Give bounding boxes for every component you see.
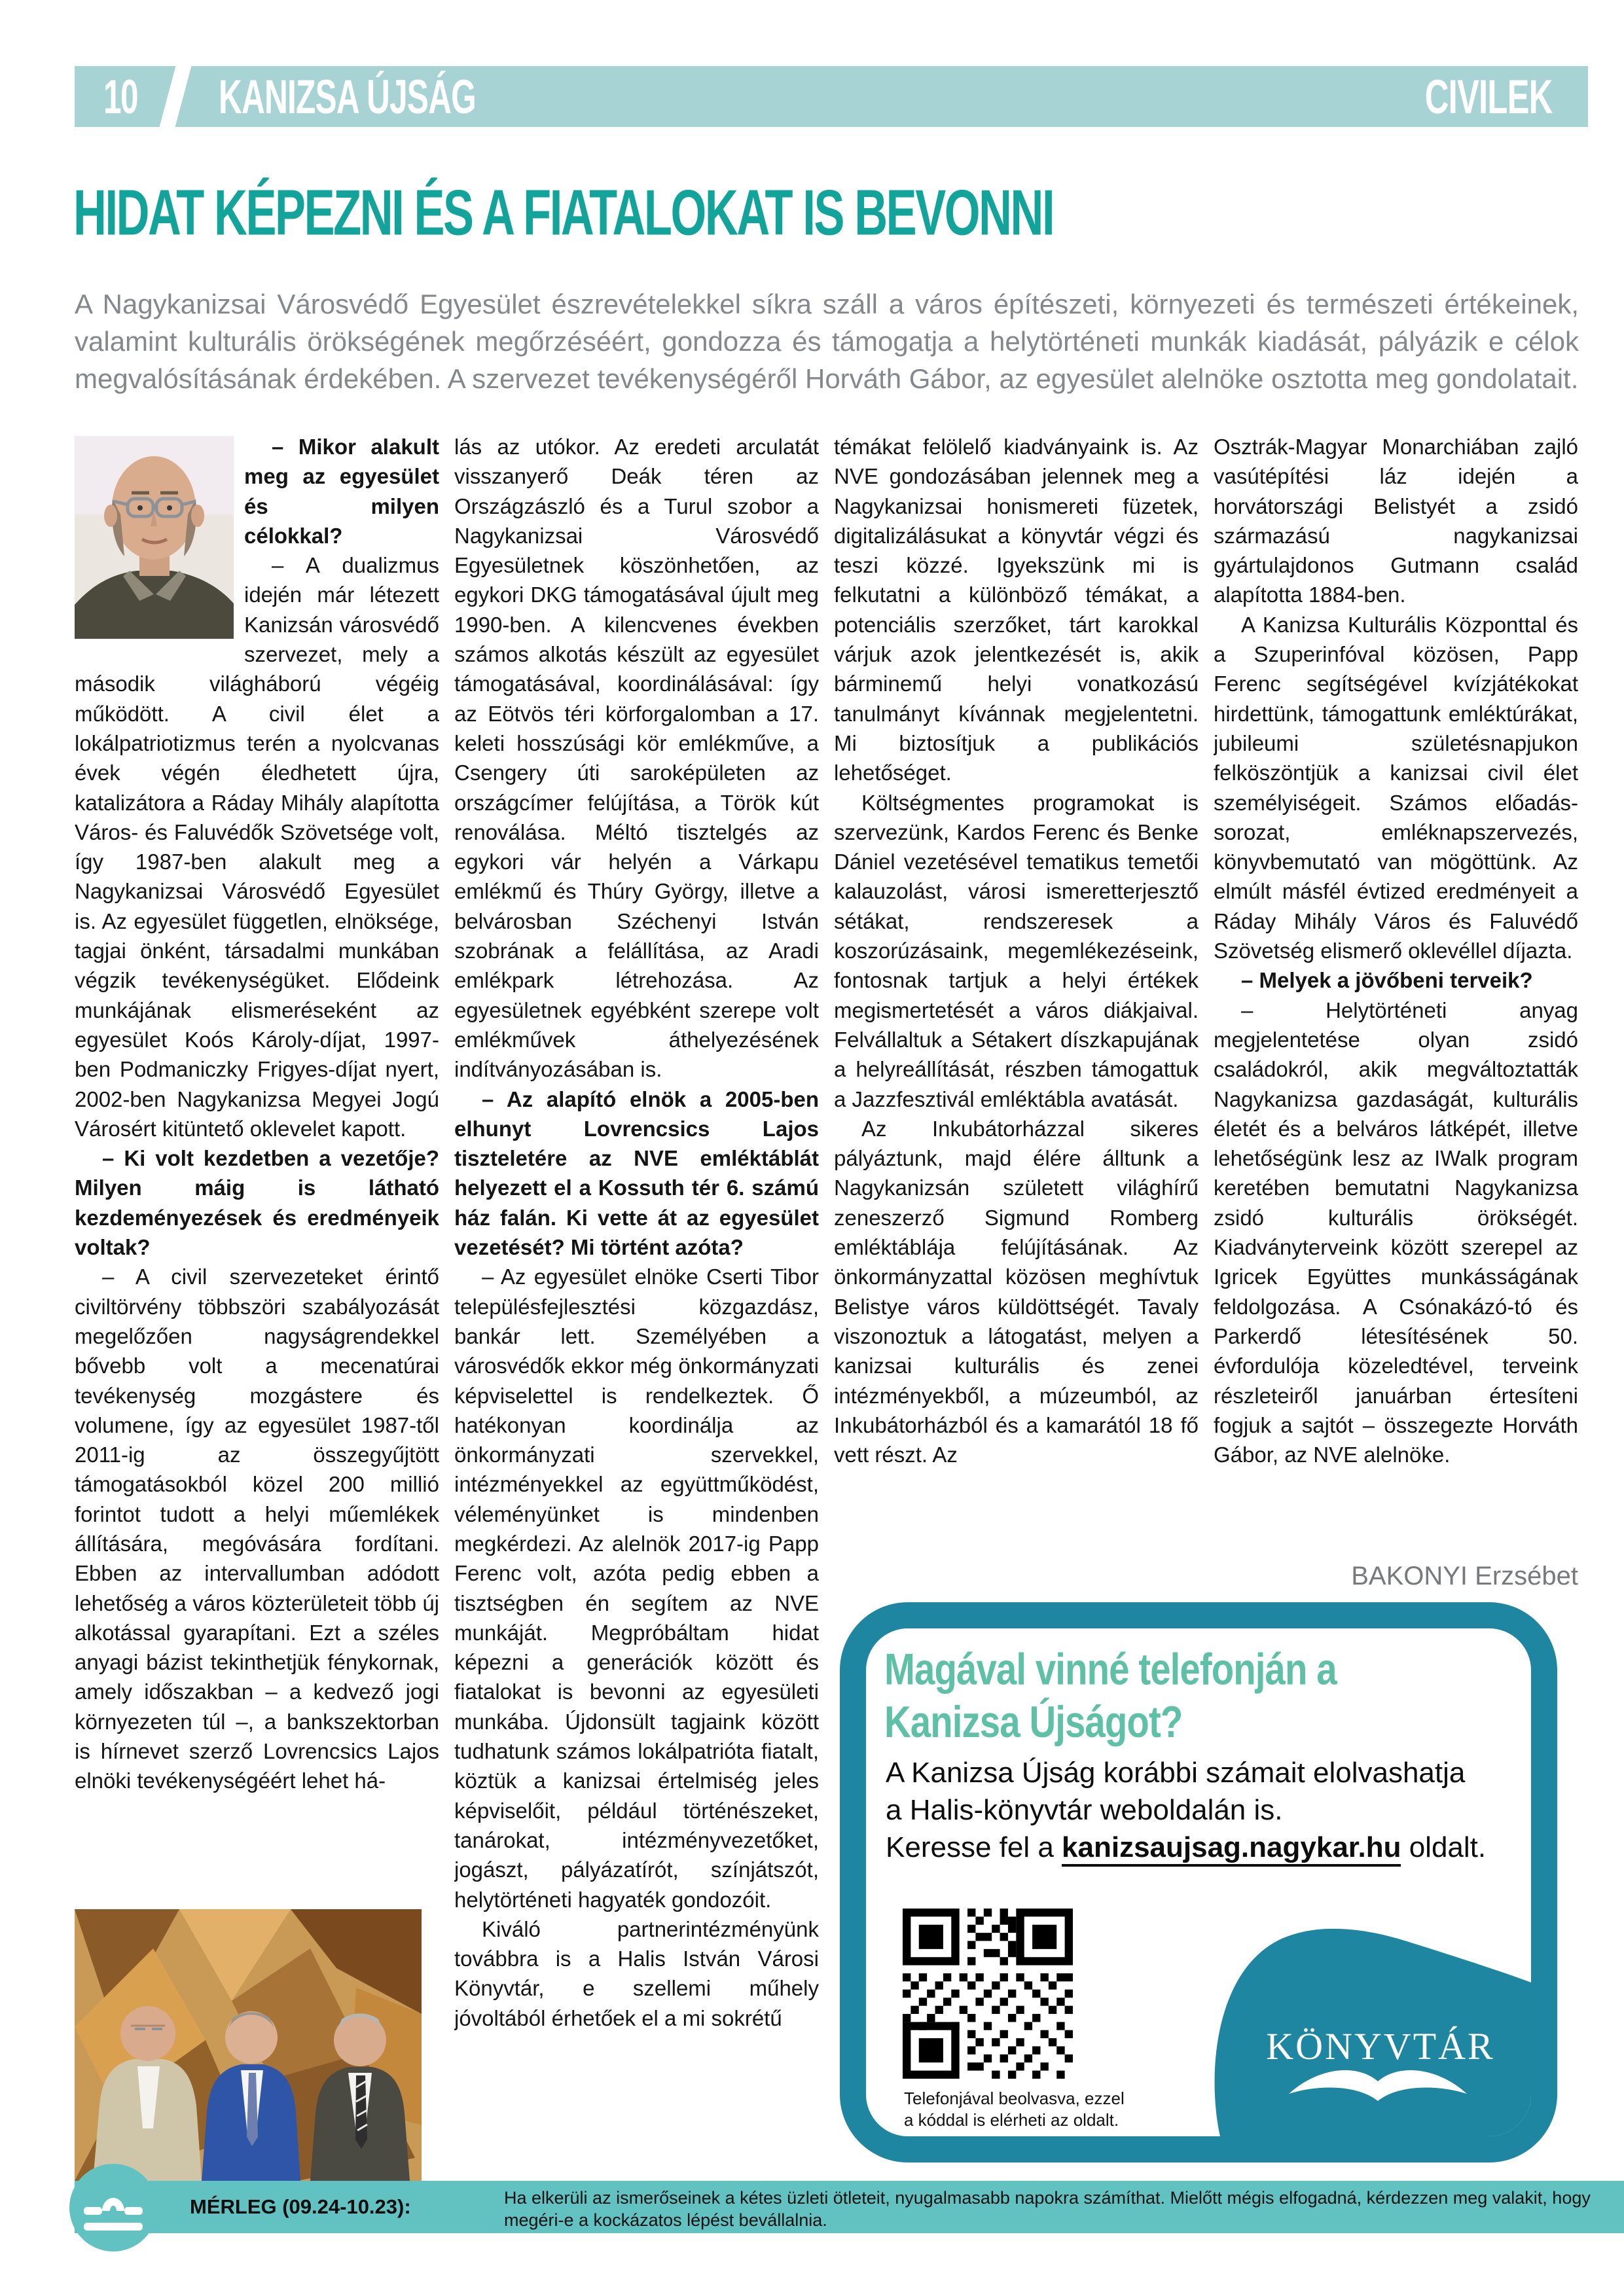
article-paragraph: A Kanizsa Kulturális Központtal és a Szuperinfóval közösen, Papp Ferenc segítségével kvízjátékokat hirdettünk, támogattunk emléktúrákat, jubileumi születésnapjukon felköszöntjük a kanizsai civil élet személyiségeit. Számos előadás-sorozat, emléknapszervezés, könyvbemutató van mögöttünk. Az elmúlt másfél évtized eredményeit a Ráday Mihály Város és Faluvédő Szövetség elismerő oklevéllel díjazta. xyxy=(1214,612,1578,963)
ad-title-line1: Magával vinné telefonján a xyxy=(884,1644,1337,1695)
article-headline: HIDAT KÉPEZNI ÉS A FIATALOKAT IS BEVONNI xyxy=(73,176,1054,249)
page-number: 10 xyxy=(103,71,137,124)
article-paragraph: Osztrák-Magyar Monarchiában zajló vasútépítési láz idején a horvátországi Belistyét a zsidó származású nagykanizsai gyártulajdonos Gutmann család alapította 1884-ben. xyxy=(1214,435,1578,607)
subscription-ad-inner xyxy=(866,1628,1531,2136)
article-paragraph: – Az egyesület elnöke Cserti Tibor településfejlesztési közgazdász, bankár lett. Személyében a városvédők ekkor még önkormányzati képviselettel is rendelkeztek. Ő hatékonyan koordinálja az önkormányzati szervekkel, intézményekkel az együttműködést, véleményünket is mindenben megkérdezi. Az alelnök 2017-ig Papp Ferenc volt, azóta pedig ebben a tisztségben én segítem az NVE munkáját. Megpróbáltam hidat képezni a generációk között és fiatalokat is bevonni az egyesületi munkába. Újdonsült tagjaink között tudhatunk számos lokálpatrióta fiatalt, köztük a kanizsai értelmiség jeles képviselőit, például történészeket, tanárokat, intézményvezetőket, jogászt, pályázatírót, színjátszót, helytörténeti hagyaték gondozóit. xyxy=(454,1265,819,1912)
ad-text-line2: a Halis-könyvtár weboldalán is. xyxy=(886,1794,1283,1826)
article-paragraph: – A civil szervezeteket érintő civiltörvény többszöri szabályozását megelőzően nagyságrendekkel bővebb volt a mecenatúrai tevékenység mozgástere és volumene, így az egyesület 1987-től 2011-ig az összegyűjtött támogatásokból közel 200 millió forintot tudott a helyi műemlékek állítására, megóvására fordítani. Ebben az intervallumban adódott lehetőség a város közterületeit több új alkotással gyarapítani. Ezt a széles anyagi bázist tekinthetjük fénykornak, amely időszakban – a kedvező jogi környezeten túl –, a bankszektorban is hírnevet szerző Lovrencsics Lajos elnöki tevékenységéért lehet há- xyxy=(75,1265,439,1793)
subscription-ad-box xyxy=(840,1602,1557,2162)
header-slash xyxy=(158,62,193,132)
ad-text-line3-suffix: oldalt. xyxy=(1401,1831,1487,1863)
article-paragraph: – A dualizmus idején már létezett Kanizsán városvédő szervezet, mely a második világháború végéig működött. A civil élet a lokálpatriotizmus terén a nyolcvanas évek végén éledhetett újra, katalizátora a Ráday Mihály alapította Város- és Faluvédők Szövetsége volt, így 1987-ben alakult meg a Nagykanizsai Városvédő Egyesület is. Az egyesület független, elnöksége, tagjai önként, társadalmi munkában végzik tevékenységüket. Elődeink munkájának elismeréseként az egyesület Koós Károly-díjat, 1997-ben Podmaniczky Frigyes-díjat nyert, 2002-ben Nagykanizsa Megyei Jogú Városért kitüntető oklevelet kapott. xyxy=(75,553,439,1141)
article-paragraph: lás az utókor. Az eredeti arculatát visszanyerő Deák téren az Országzászló és a Turul szobor a Nagykanizsai Városvédő Egyesületnek köszönhetően, az egykori DKG támogatásával újult meg 1990-ben. A kilencvenes években számos alkotás készült az egyesület támogatásával, koordinálásával: így az Eötvös téri körforgalomban a 17. keleti hosszúsági kör emlékműve, a Csengery úti saroképületen az országcímer felújítása, a Török kút renoválása. Méltó tisztelgés az egykori vár helyén a Várkapu emlékmű és Thúry György, illetve a belvárosban Széchenyi István szobrának a felállítása, az Aradi emlékpark létrehozása. Az egyesületnek egyébként szerepe volt emlékművek áthelyezésének indítványozásában is. xyxy=(454,435,819,1082)
ad-text-line1: A Kanizsa Újság korábbi számait elolvashatja xyxy=(886,1757,1466,1789)
qr-caption: Telefonjával beolvasva, ezzel a kóddal is elérheti az oldalt. xyxy=(904,2089,1125,2130)
article-paragraph: Az Inkubátorházzal sikeres pályáztunk, majd élére álltunk a Nagykanizsán született világhírű zeneszerző Sigmund Romberg emléktáblája felújításának. Az önkormányzattal közösen meghívtuk Belistye város küldöttségét. Tavaly viszonoztuk a látogatást, melyen a kanizsai kulturális és zenei intézményekből, a múzeumból, az Inkubátorházból és a kamarától 18 fő vett részt. Az xyxy=(834,1116,1199,1467)
interview-question: – Ki volt kezdetben a vezetője? Milyen máig is látható kezdeményezések és eredményeik voltak? xyxy=(75,1146,439,1260)
konyvtar-logo-text: KÖNYVTÁR xyxy=(1266,2025,1495,2068)
library-logo-swoosh xyxy=(1164,1894,1531,2136)
horoscope-bar xyxy=(75,2181,1624,2233)
article-column-1 xyxy=(75,432,439,1907)
portrait-photo-image xyxy=(75,436,234,639)
qr-code xyxy=(903,1909,1073,2079)
group-photo xyxy=(75,1909,422,2181)
ad-text-line3-prefix: Keresse fel a xyxy=(886,1831,1062,1863)
interview-question: – Mikor alakult meg az egyesület és milyen célokkal? xyxy=(244,435,439,548)
header-bar xyxy=(75,66,1588,127)
horoscope-sign-label: MÉRLEG (09.24-10.23): xyxy=(190,2195,411,2218)
article-column-4 xyxy=(1214,432,1578,1562)
ad-text-line3 xyxy=(886,1829,1486,1866)
qr-code-image xyxy=(903,1909,1073,2079)
horoscope-text-line2: megéri-e a kockázatos lépést bevállalnia. xyxy=(504,2210,827,2230)
ad-url-link[interactable]: kanizsaujsag.nagykar.hu xyxy=(1062,1831,1401,1867)
section-label: CIVILEK xyxy=(1425,71,1553,124)
article-byline: BAKONYI Erzsébet xyxy=(1351,1562,1578,1590)
ad-text xyxy=(886,1754,1486,1866)
portrait-photo xyxy=(75,436,234,639)
article-column-2 xyxy=(454,432,819,2160)
newspaper-title: KANIZSA ÚJSÁG xyxy=(219,71,476,124)
ad-title-line2: Kanizsa Újságot? xyxy=(884,1696,1183,1747)
horoscope-text xyxy=(504,2187,1604,2231)
interview-question: – Az alapító elnök a 2005-ben elhunyt Lovrencsics Lajos tiszteletére az NVE emléktáblát helyezett el a Kossuth tér 6. számú ház falán. Ki vette át az egyesület vezetését? Mi történt azóta? xyxy=(454,1086,819,1260)
horoscope-text-line1: Ha elkerüli az ismerőseinek a kétes üzleti ötleteit, nyugalmasabb napokra számíthat. Mielőtt mégis elfogadná, kérdezzen meg valakit, hogy xyxy=(504,2188,1591,2208)
article-paragraph: Költségmentes programokat is szervezünk, Kardos Ferenc és Benke Dániel vezetésével tematikus temetői kalauzolást, városi ismeretterjesztő sétákat, rendszeresek a koszorúzásaink, megemlékezéseink, fontosnak tartjuk a helyi értékek megismertetését a város diákjaival. Felvállaltuk a Sétakert díszkapujának a helyreállítását, részben támogattuk a Jazzfesztivál emléktábla avatását. xyxy=(834,790,1199,1111)
article-paragraph: – Helytörténeti anyag megjelentetése olyan zsidó családokról, akik megváltoztatták Nagykanizsa gazdaságát, kulturális életét és a belváros látképét, illetve lehetőségünk lesz az IWalk program keretében bemutatni Nagykanizsa zsidó kulturális örökségét. Kiadványterveink között szerepel az Igricek Együttes munkásságának feldolgozása. A Csónakázó-tó és Parkerdő létesítésének 50. évfordulója közeledtével, terveink részleteiről januárban értesíteni fogjuk a sajtót – összegezte Horváth Gábor, az NVE alelnöke. xyxy=(1214,997,1578,1467)
article-column-3 xyxy=(834,432,1199,1604)
interview-question: – Melyek a jövőbeni terveik? xyxy=(1241,968,1533,993)
libra-icon xyxy=(69,2164,157,2251)
group-photo-image xyxy=(75,1909,422,2181)
library-logo xyxy=(1164,1894,1531,2136)
article-lead: A Nagykanizsai Városvédő Egyesület észrevételekkel síkra száll a város építészeti, környezeti és természeti értékeinek, valamint kulturális örökségének megőrzéséért, gondozza és támogatja a helytörténeti munkák kiadását, pályázik e célok megvalósításának érdekében. A szervezet tevékenységéről Horváth Gábor, az egyesület alelnöke osztotta meg gondolatait. xyxy=(75,289,1579,394)
ad-title xyxy=(884,1643,1337,1748)
article-paragraph: témákat felölelő kiadványaink is. Az NVE gondozásában jelennek meg a Nagykanizsai honismereti füzetek, digitalizálásukat a könyvtár végzi és teszi közzé. Igyekszünk mi is felkutatni a különböző témákat, a potenciális szerzőket, tárt karokkal várjuk azok jelentkezését is, akik bárminemű helyi vonatkozású tanulmányt kívánnak megjelentetni. Mi biztosítjuk a publikációs lehetőséget. xyxy=(834,435,1199,785)
article-paragraph: Kiváló partnerintézményünk továbbra is a Halis István Városi Könyvtár, e szellemi műhely jóvoltából érhetőek el a mi sokrétű xyxy=(454,1916,819,2030)
